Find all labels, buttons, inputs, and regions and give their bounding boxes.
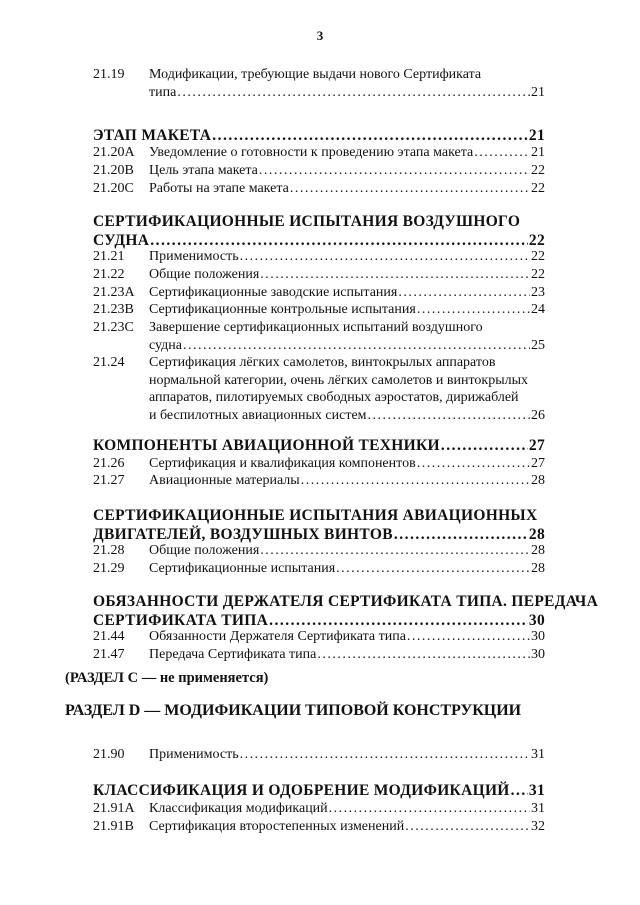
entry-number: 21.91B <box>93 819 134 834</box>
page-ref: 25 <box>531 337 545 353</box>
toc-entry-line <box>93 818 545 836</box>
dot-leader <box>177 84 530 102</box>
toc-entry-line <box>93 407 545 425</box>
entry-title: и беспилотных авиационных систем <box>149 407 367 423</box>
toc-entry <box>93 180 545 198</box>
entry-number: 21.27 <box>93 473 125 488</box>
entry-number: 21.23C <box>93 320 134 335</box>
page-ref: 30 <box>531 629 545 644</box>
dot-leader <box>329 800 530 818</box>
page-ref: 27 <box>528 437 545 454</box>
toc-entry <box>93 628 545 646</box>
toc-entry <box>93 66 545 101</box>
page-ref: 27 <box>531 456 545 471</box>
section-heading-title: ДВИГАТЕЛЕЙ, ВОЗДУШНЫХ ВИНТОВ <box>93 526 393 543</box>
dot-leader <box>398 284 530 302</box>
page-ref: 21 <box>531 145 545 160</box>
entry-number: 21.20C <box>93 181 134 196</box>
entry-title: Общие положения <box>149 543 260 558</box>
toc-entry <box>93 746 545 764</box>
toc-entry-line <box>93 746 545 764</box>
section-heading-title: КОМПОНЕНТЫ АВИАЦИОННОЙ ТЕХНИКИ <box>93 437 440 454</box>
entry-title: Работы на этапе макета <box>149 181 289 196</box>
entry-number: 21.90 <box>93 747 125 762</box>
dot-leader <box>511 781 528 800</box>
toc-entry-line <box>93 319 545 337</box>
page-ref: 24 <box>531 302 545 317</box>
entry-number: 21.91A <box>93 801 135 816</box>
page-ref: 28 <box>531 561 545 576</box>
toc-entry <box>93 455 545 473</box>
toc-section-heading <box>93 436 545 455</box>
dot-leader <box>183 337 530 355</box>
page-ref: 31 <box>528 782 545 799</box>
entry-title: Классификация модификаций <box>149 801 328 816</box>
page-ref: 26 <box>531 407 545 423</box>
entry-title: аппаратов, пилотируемых свободных аэростатов, дирижаблей <box>149 390 519 406</box>
toc-entry <box>93 144 545 162</box>
part-c-heading: (РАЗДЕЛ C — не применяется) <box>65 670 269 686</box>
toc-entry-line <box>93 162 545 180</box>
dot-leader <box>240 746 530 764</box>
section-heading-title: СУДНА <box>93 232 150 249</box>
page-ref: 30 <box>531 647 545 662</box>
entry-number: 21.22 <box>93 267 125 282</box>
section-heading-title: ЭТАП МАКЕТА <box>93 127 212 144</box>
dot-leader <box>260 266 530 284</box>
page-ref: 22 <box>531 249 545 264</box>
dot-leader <box>441 436 528 455</box>
entry-title: Сертификационные контрольные испытания <box>149 302 416 317</box>
toc-entry-line <box>93 266 545 284</box>
entry-title: типа <box>149 84 177 100</box>
entry-number: 21.19 <box>93 67 125 82</box>
toc-section-heading <box>93 781 545 800</box>
entry-number: 21.20A <box>93 145 135 160</box>
section-heading-title: КЛАССИФИКАЦИЯ И ОДОБРЕНИЕ МОДИФИКАЦИЙ <box>93 782 510 799</box>
entry-title: Передача Сертификата типа <box>149 647 317 662</box>
dot-leader <box>317 646 530 664</box>
entry-number: 21.21 <box>93 249 125 264</box>
entry-number: 21.23A <box>93 285 135 300</box>
entry-title: Обязанности Держателя Сертификата типа <box>149 629 406 644</box>
entry-title: Применимость <box>149 747 239 762</box>
toc-entry-line <box>93 144 545 162</box>
page-ref: 31 <box>531 747 545 762</box>
toc-entry <box>93 646 545 664</box>
page-ref: 22 <box>528 232 545 249</box>
entry-title: Завершение сертификационных испытаний воздушного <box>149 320 483 335</box>
toc-section-heading <box>93 126 545 145</box>
entry-title: Сертификация лёгких самолетов, винтокрылых аппаратов <box>149 355 496 370</box>
toc-entry <box>93 818 545 836</box>
toc-entry <box>93 301 545 319</box>
toc-entry-line <box>93 472 545 490</box>
dot-leader <box>336 560 530 578</box>
page-number: 3 <box>316 28 324 43</box>
section-heading-line <box>93 436 545 455</box>
entry-title: Авиационные материалы <box>149 473 300 488</box>
toc-section-heading <box>93 212 545 250</box>
toc-entry-line <box>93 301 545 319</box>
page-ref: 21 <box>531 84 545 100</box>
page-ref: 28 <box>531 543 545 558</box>
toc-entry <box>93 248 545 266</box>
section-heading-line: СЕРТИФИКАЦИОННЫЕ ИСПЫТАНИЯ АВИАЦИОННЫХ <box>93 507 538 524</box>
section-heading-line: ОБЯЗАННОСТИ ДЕРЖАТЕЛЯ СЕРТИФИКАТА ТИПА. ПЕРЕДАЧА <box>93 593 599 610</box>
entry-title: Общие положения <box>149 267 260 282</box>
toc-entry-line <box>93 800 545 818</box>
page-ref: 21 <box>528 127 545 144</box>
dot-leader <box>407 628 530 646</box>
toc-entry <box>93 266 545 284</box>
entry-number: 21.29 <box>93 561 125 576</box>
toc-entry <box>93 542 545 560</box>
toc-entry <box>93 162 545 180</box>
entry-number: 21.44 <box>93 629 125 644</box>
dot-leader <box>417 301 530 319</box>
entry-number: 21.26 <box>93 456 125 471</box>
entry-title: Применимость <box>149 249 239 264</box>
toc-entry-line <box>93 628 545 646</box>
entry-number: 21.23B <box>93 302 134 317</box>
dot-leader <box>368 407 530 425</box>
dot-leader <box>240 248 530 266</box>
entry-title: нормальной категории, очень лёгких самолетов и винтокрылых <box>149 372 529 388</box>
section-heading-line <box>93 126 545 145</box>
dot-leader <box>259 162 530 180</box>
toc-entry-line <box>93 646 545 664</box>
section-heading-line <box>93 781 545 800</box>
toc-entry-line <box>93 284 545 302</box>
entry-number: 21.24 <box>93 355 125 370</box>
toc-entry-line <box>93 180 545 198</box>
toc-section-heading <box>93 592 599 630</box>
toc-entry <box>93 800 545 818</box>
toc-entry <box>93 319 545 354</box>
dot-leader <box>474 144 530 162</box>
toc-entry-line <box>93 455 545 473</box>
part-d-heading: РАЗДЕЛ D — МОДИФИКАЦИИ ТИПОВОЙ КОНСТРУКЦИИ <box>65 702 522 719</box>
toc-entry <box>93 354 545 424</box>
entry-title: Уведомление о готовности к проведению этапа макета <box>149 145 474 160</box>
entry-title: Сертификационные испытания <box>149 561 336 576</box>
toc-entry <box>93 472 545 490</box>
page-ref: 28 <box>531 473 545 488</box>
page-ref: 22 <box>531 181 545 196</box>
dot-leader <box>405 818 530 836</box>
toc-entry-line <box>93 248 545 266</box>
dot-leader <box>301 472 530 490</box>
entry-number: 21.28 <box>93 543 125 558</box>
toc-section-heading <box>93 506 545 544</box>
toc-entry-line <box>93 372 545 390</box>
page-ref: 22 <box>531 267 545 282</box>
toc-entry-line <box>93 66 545 84</box>
dot-leader <box>260 542 530 560</box>
toc-entry-line <box>93 560 545 578</box>
dot-leader <box>417 455 530 473</box>
toc-entry-line <box>93 389 545 407</box>
toc-entry <box>93 560 545 578</box>
toc-entry-line <box>93 84 545 102</box>
entry-title: Сертификация и квалификация компонентов <box>149 456 416 471</box>
toc-entry-line <box>93 542 545 560</box>
page-ref: 31 <box>531 801 545 816</box>
entry-title: Сертификационные заводские испытания <box>149 285 398 300</box>
section-heading-line: СЕРТИФИКАЦИОННЫЕ ИСПЫТАНИЯ ВОЗДУШНОГО <box>93 213 521 230</box>
page-ref: 28 <box>528 526 545 543</box>
entry-title: Цель этапа макета <box>149 163 258 178</box>
page-ref: 32 <box>531 819 545 834</box>
entry-title: Модификации, требующие выдачи нового Сертификата <box>149 67 482 82</box>
entry-number: 21.20B <box>93 163 134 178</box>
dot-leader <box>290 180 530 198</box>
entry-title: Сертификация второстепенных изменений <box>149 819 405 834</box>
toc-entry-line <box>93 337 545 355</box>
page-ref: 22 <box>531 163 545 178</box>
entry-number: 21.47 <box>93 647 125 662</box>
toc-entry <box>93 284 545 302</box>
dot-leader <box>212 126 528 145</box>
page-ref: 23 <box>531 285 545 300</box>
section-heading-title: СЕРТИФИКАТА ТИПА <box>93 612 269 629</box>
entry-title: судна <box>149 337 182 353</box>
page-ref: 30 <box>528 612 545 629</box>
toc-entry-line <box>93 354 545 372</box>
